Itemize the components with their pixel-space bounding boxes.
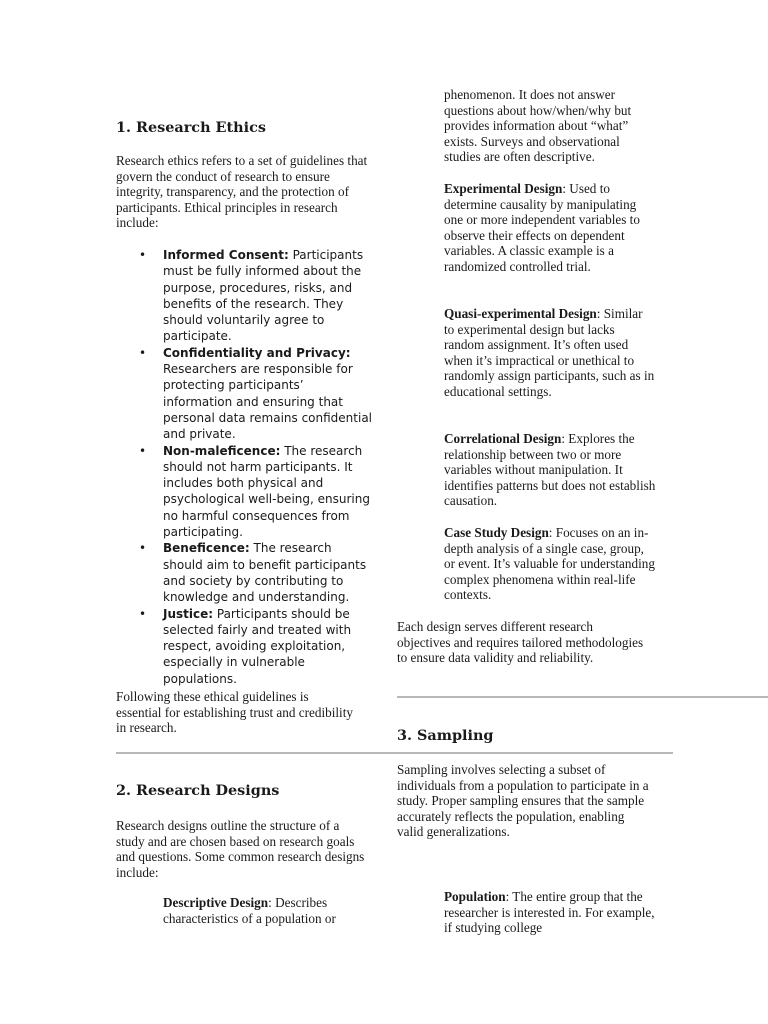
list-item	[139, 345, 375, 443]
principle-text: The research should not harm participants. It includes both physical and psychological well-being, ensuring no harmful consequences from participating.	[163, 443, 370, 540]
ethical-principles-list	[139, 247, 375, 687]
descriptive-design-continued: phenomenon. It does not answer questions about how/when/why but provides information about “what” exists. Surveys and observational studies are often descriptive.	[444, 87, 632, 165]
sampling-term: Population	[444, 889, 506, 904]
research-designs-closing: Each design serves different research objectives and requires tailored methodologies to ensure data validity and reliability.	[397, 619, 644, 666]
section-heading-sampling: 3. Sampling	[397, 727, 494, 744]
sampling-intro: Sampling involves selecting a subset of individuals from a population to participate in a study. Proper sampling ensures that the sample accurately reflects the population, enabling valid generalizations.	[397, 762, 649, 840]
design-term: Descriptive Design	[163, 895, 269, 910]
list-item	[139, 540, 375, 605]
design-term: Quasi-experimental Design	[444, 306, 597, 321]
principle-text: Participants must be fully informed about the purpose, procedures, risks, and benefits of the research. They should voluntarily agree to participate.	[163, 248, 364, 344]
research-ethics-intro: Research ethics refers to a set of guidelines that govern the conduct of research to ensure integrity, transparency, and the protection of participants. Ethical principles in research include:	[116, 153, 368, 231]
descriptive-design-start	[163, 895, 363, 926]
section-divider	[397, 696, 768, 698]
research-ethics-closing: Following these ethical guidelines is essential for establishing trust and credibility in research.	[116, 689, 353, 736]
principle-term: Confidentiality and Privacy:	[163, 345, 351, 360]
design-text: : Similar to experimental design but lacks random assignment. It’s often used when it’s impractical or unethical to randomly assign participants, such as in educational settings.	[444, 306, 655, 399]
bullet-icon: •	[139, 345, 147, 360]
design-text: : Used to determine causality by manipulating one or more independent variables to observe their effects on dependent variables. A classic example is a randomized controlled trial.	[444, 181, 640, 274]
section-divider	[116, 752, 673, 754]
design-term: Experimental Design	[444, 181, 563, 196]
design-text: : Describes characteristics of a population or	[163, 895, 336, 926]
research-designs-intro: Research designs outline the structure of a study and are chosen based on research goals and questions. Some common research designs include:	[116, 818, 365, 880]
correlational-design	[444, 431, 656, 509]
list-item	[139, 443, 375, 541]
principle-term: Informed Consent:	[163, 248, 289, 262]
design-term: Case Study Design	[444, 525, 549, 540]
population-definition	[444, 889, 656, 936]
principle-text: Participants should be selected fairly and treated with respect, avoiding exploitation, especially in vulnerable populations.	[163, 606, 352, 686]
design-text: : Focuses on an in-depth analysis of a single case, group, or event. It’s valuable for understanding complex phenomena within real-life contexts.	[444, 525, 655, 603]
principle-text: Researchers are responsible for protecting participants’ information and ensuring that personal data remains confidential and private.	[163, 362, 373, 442]
quasi-experimental-design	[444, 306, 656, 400]
bullet-icon: •	[139, 443, 147, 458]
case-study-design	[444, 525, 656, 603]
list-item	[139, 606, 375, 687]
principle-term: Beneficence:	[163, 541, 250, 556]
sampling-text: : The entire group that the researcher is interested in. For example, if studying college	[444, 889, 655, 936]
section-heading-research-ethics: 1. Research Ethics	[116, 119, 266, 136]
bullet-icon: •	[139, 248, 147, 262]
bullet-icon: •	[139, 606, 147, 621]
bullet-icon: •	[139, 541, 147, 556]
principle-text: The research should aim to benefit participants and society by contributing to knowledge and understanding.	[163, 541, 367, 605]
design-text: : Explores the relationship between two or more variables without manipulation. It identifies patterns but does not establish causation.	[444, 431, 656, 509]
design-term: Correlational Design	[444, 431, 562, 446]
principle-term: Justice:	[163, 606, 214, 621]
principle-term: Non-maleficence:	[163, 443, 281, 458]
section-heading-research-designs: 2. Research Designs	[116, 782, 280, 799]
experimental-design	[444, 181, 656, 275]
list-item	[139, 247, 375, 345]
